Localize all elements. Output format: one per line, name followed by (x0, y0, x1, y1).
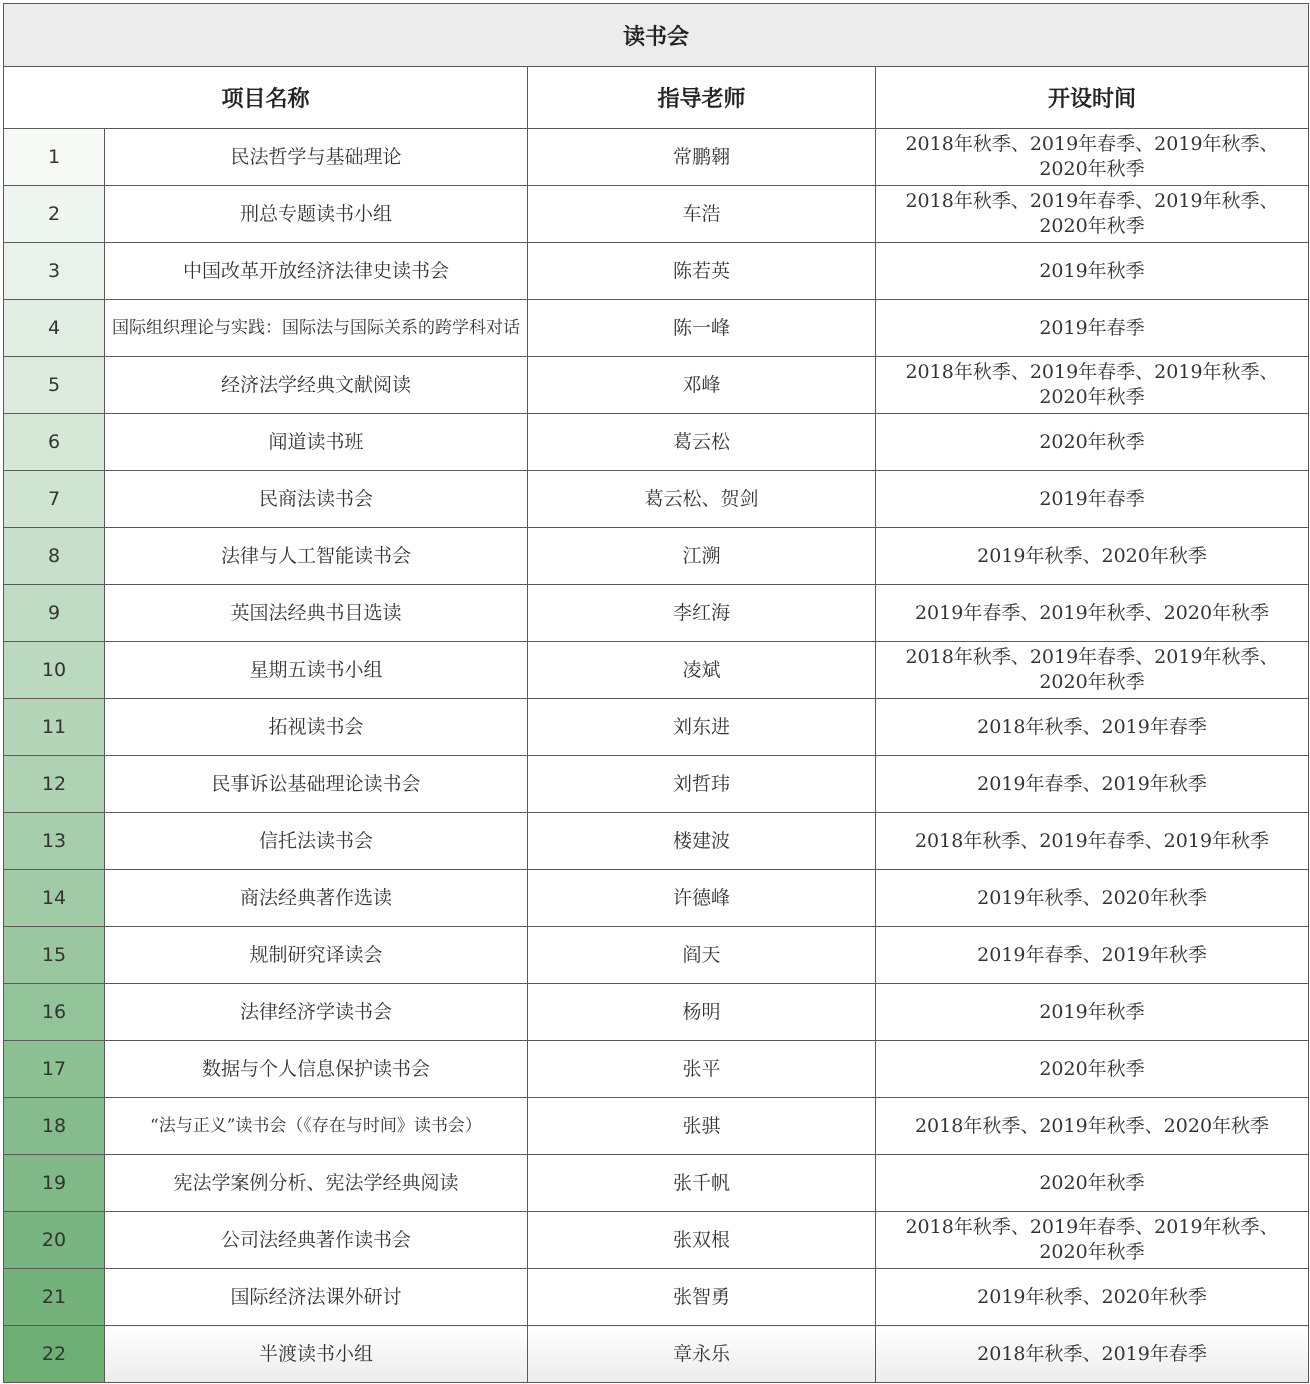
teacher-cell: 张双根 (528, 1212, 876, 1269)
row-number: 12 (4, 756, 105, 813)
table-row (4, 186, 1309, 243)
table-row (4, 585, 1309, 642)
project-name-cell: 拓视读书会 (105, 699, 528, 756)
project-name-cell: 民法哲学与基础理论 (105, 129, 528, 186)
time-cell: 2019年春季、2019年秋季 (876, 756, 1309, 813)
project-name-cell: 规制研究译读会 (105, 927, 528, 984)
time-cell: 2020年秋季 (876, 1155, 1309, 1212)
row-number: 14 (4, 870, 105, 927)
time-cell: 2019年秋季、2020年秋季 (876, 528, 1309, 585)
time-cell: 2019年春季 (876, 300, 1309, 357)
teacher-cell: 陈若英 (528, 243, 876, 300)
table-title: 读书会 (4, 4, 1309, 67)
row-number: 6 (4, 414, 105, 471)
time-cell: 2019年秋季、2020年秋季 (876, 1269, 1309, 1326)
row-number: 13 (4, 813, 105, 870)
teacher-cell: 楼建波 (528, 813, 876, 870)
row-number: 17 (4, 1041, 105, 1098)
time-cell: 2018年秋季、2019年春季、2019年秋季、2020年秋季 (876, 1212, 1309, 1269)
row-number: 20 (4, 1212, 105, 1269)
time-cell: 2018年秋季、2019年秋季、2020年秋季 (876, 1098, 1309, 1155)
header-project-name: 项目名称 (4, 67, 528, 129)
project-name-cell: “法与正义”读书会（《存在与时间》读书会） (105, 1098, 528, 1155)
teacher-cell: 张平 (528, 1041, 876, 1098)
row-number: 10 (4, 642, 105, 699)
table-row (4, 1098, 1309, 1155)
table-row (4, 870, 1309, 927)
teacher-cell: 车浩 (528, 186, 876, 243)
row-number: 15 (4, 927, 105, 984)
teacher-cell: 杨明 (528, 984, 876, 1041)
project-name-cell: 民事诉讼基础理论读书会 (105, 756, 528, 813)
teacher-cell: 凌斌 (528, 642, 876, 699)
time-cell: 2018年秋季、2019年春季、2019年秋季、2020年秋季 (876, 186, 1309, 243)
reading-club-sheet (3, 3, 1308, 1383)
row-number: 18 (4, 1098, 105, 1155)
time-cell: 2019年秋季 (876, 984, 1309, 1041)
project-name-cell: 刑总专题读书小组 (105, 186, 528, 243)
project-name-cell: 经济法学经典文献阅读 (105, 357, 528, 414)
time-cell: 2019年春季、2019年秋季 (876, 927, 1309, 984)
teacher-cell: 刘东进 (528, 699, 876, 756)
teacher-cell: 张智勇 (528, 1269, 876, 1326)
teacher-cell: 张骐 (528, 1098, 876, 1155)
teacher-cell: 李红海 (528, 585, 876, 642)
table-row (4, 756, 1309, 813)
row-number: 22 (4, 1326, 105, 1383)
project-name-cell: 信托法读书会 (105, 813, 528, 870)
header-row (4, 67, 1309, 129)
table-row (4, 1041, 1309, 1098)
project-name-cell: 数据与个人信息保护读书会 (105, 1041, 528, 1098)
project-name-cell: 商法经典著作选读 (105, 870, 528, 927)
row-number: 21 (4, 1269, 105, 1326)
teacher-cell: 刘哲玮 (528, 756, 876, 813)
project-name-cell: 法律经济学读书会 (105, 984, 528, 1041)
table-row (4, 984, 1309, 1041)
time-cell: 2019年春季 (876, 471, 1309, 528)
row-number: 1 (4, 129, 105, 186)
row-number: 11 (4, 699, 105, 756)
row-number: 5 (4, 357, 105, 414)
time-cell: 2018年秋季、2019年春季、2019年秋季 (876, 813, 1309, 870)
time-cell: 2018年秋季、2019年春季 (876, 699, 1309, 756)
row-number: 19 (4, 1155, 105, 1212)
row-number: 4 (4, 300, 105, 357)
time-cell: 2020年秋季 (876, 1041, 1309, 1098)
time-cell: 2019年秋季、2020年秋季 (876, 870, 1309, 927)
table-row (4, 813, 1309, 870)
project-name-cell: 闻道读书班 (105, 414, 528, 471)
table-row (4, 414, 1309, 471)
table-row (4, 528, 1309, 585)
row-number: 8 (4, 528, 105, 585)
header-teacher: 指导老师 (528, 67, 876, 129)
row-number: 16 (4, 984, 105, 1041)
teacher-cell: 葛云松 (528, 414, 876, 471)
project-name-cell: 中国改革开放经济法律史读书会 (105, 243, 528, 300)
table-row (4, 300, 1309, 357)
project-name-cell: 公司法经典著作读书会 (105, 1212, 528, 1269)
table-row (4, 642, 1309, 699)
teacher-cell: 章永乐 (528, 1326, 876, 1383)
time-cell: 2020年秋季 (876, 414, 1309, 471)
table-row (4, 1269, 1309, 1326)
teacher-cell: 邓峰 (528, 357, 876, 414)
project-name-cell: 国际组织理论与实践：国际法与国际关系的跨学科对话 (105, 300, 528, 357)
row-number: 7 (4, 471, 105, 528)
time-cell: 2018年秋季、2019年春季、2019年秋季、2020年秋季 (876, 129, 1309, 186)
teacher-cell: 阎天 (528, 927, 876, 984)
table-row (4, 129, 1309, 186)
table-body (4, 4, 1309, 1383)
row-number: 3 (4, 243, 105, 300)
table-row (4, 471, 1309, 528)
title-row (4, 4, 1309, 67)
reading-club-table (3, 3, 1309, 1383)
row-number: 2 (4, 186, 105, 243)
table-row (4, 357, 1309, 414)
teacher-cell: 张千帆 (528, 1155, 876, 1212)
teacher-cell: 陈一峰 (528, 300, 876, 357)
time-cell: 2019年春季、2019年秋季、2020年秋季 (876, 585, 1309, 642)
teacher-cell: 许德峰 (528, 870, 876, 927)
project-name-cell: 民商法读书会 (105, 471, 528, 528)
time-cell: 2019年秋季 (876, 243, 1309, 300)
time-cell: 2018年秋季、2019年春季 (876, 1326, 1309, 1383)
teacher-cell: 葛云松、贺剑 (528, 471, 876, 528)
teacher-cell: 江溯 (528, 528, 876, 585)
teacher-cell: 常鹏翱 (528, 129, 876, 186)
project-name-cell: 法律与人工智能读书会 (105, 528, 528, 585)
table-row (4, 927, 1309, 984)
table-row (4, 1326, 1309, 1383)
project-name-cell: 宪法学案例分析、宪法学经典阅读 (105, 1155, 528, 1212)
time-cell: 2018年秋季、2019年春季、2019年秋季、2020年秋季 (876, 357, 1309, 414)
table-row (4, 699, 1309, 756)
table-row (4, 243, 1309, 300)
project-name-cell: 英国法经典书目选读 (105, 585, 528, 642)
project-name-cell: 星期五读书小组 (105, 642, 528, 699)
row-number: 9 (4, 585, 105, 642)
project-name-cell: 国际经济法课外研讨 (105, 1269, 528, 1326)
project-name-cell: 半渡读书小组 (105, 1326, 528, 1383)
table-row (4, 1155, 1309, 1212)
header-time: 开设时间 (876, 67, 1309, 129)
table-row (4, 1212, 1309, 1269)
time-cell: 2018年秋季、2019年春季、2019年秋季、2020年秋季 (876, 642, 1309, 699)
